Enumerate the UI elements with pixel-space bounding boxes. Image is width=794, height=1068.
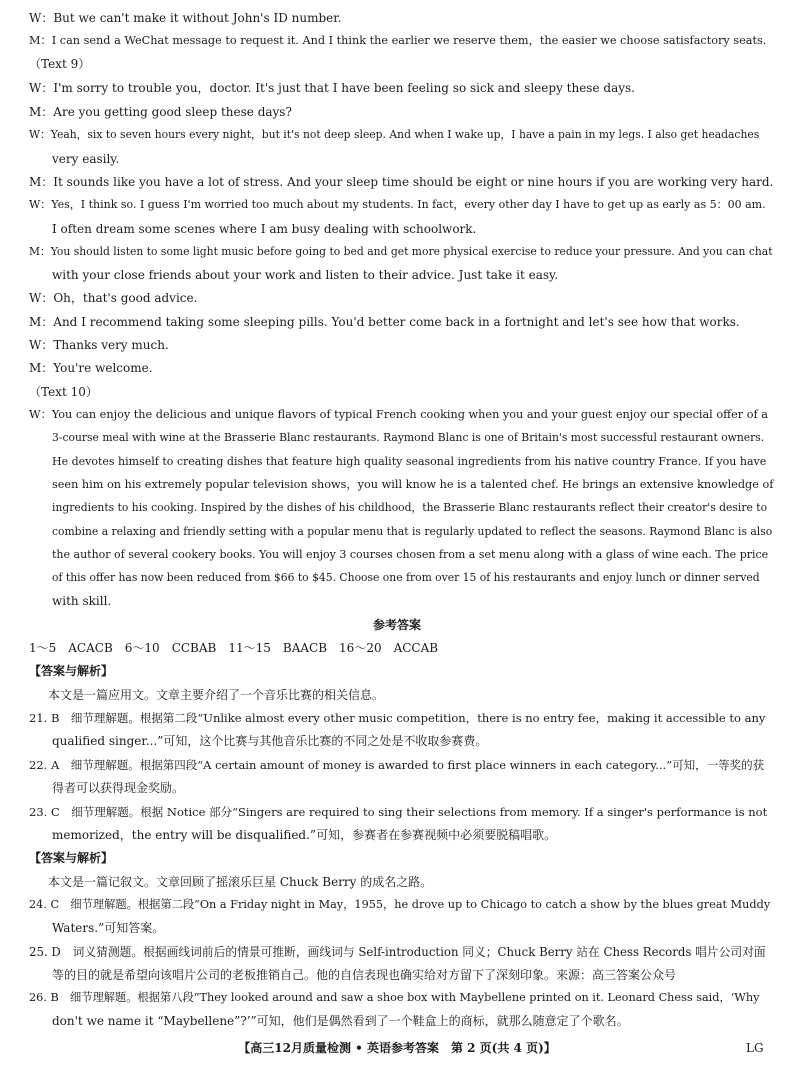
explanation-line: 25. D 词义猜测题。根据画线词前后的情景可推断，画线词与 Self-introduction 同义；Chuck Berry 站在 Chess Records 唱片公司对面 [29,945,766,959]
explanation-line: 22. A 细节理解题。根据第四段“A certain amount of money is awarded to first place winners in each category...”可知，一等奖的获 [29,758,765,772]
footer-code: LG [746,1041,764,1055]
dialogue-line: M：It sounds like you have a lot of stress. And your sleep time should be eight or nine hours if you are working very hard. [29,175,774,189]
monologue-continuation: combine a relaxing and friendly setting with a popular menu that is regularly updated to reflect the seasons. Raymond Blanc is also [52,525,773,538]
monologue-continuation: 3-course meal with wine at the Brasserie Blanc restaurants. Raymond Blanc is one of Britain's most successful restaurant owners. [52,431,765,444]
dialogue-line: W：But we can't make it without John's ID number. [29,11,342,25]
section-heading: 【答案与解析】 [29,664,114,678]
monologue-continuation: He devotes himself to creating dishes that feature high quality seasonal ingredients from his native country France. If you have [52,455,767,468]
explanation-line: 21. B 细节理解题。根据第二段“Unlike almost every other music competition，there is no entry fee，making it accessible to any [29,711,766,725]
explanation-continuation: 得者可以获得现金奖励。 [52,781,185,795]
dialogue-line: W：Yeah，six to seven hours every night，but it's not deep sleep. And when I wake up，I have a pain in my legs. I also get headaches [29,128,760,141]
dialogue-line: M：You're welcome. [29,361,153,375]
dialogue-line: W：Oh，that's good advice. [29,291,198,305]
explanation-continuation: memorized，the entry will be disqualified.”可知，参赛者在参赛视频中必须要脱稿唱歌。 [52,828,557,842]
passage-summary: 本文是一篇记叙文。文章回顾了摇滚乐巨星 Chuck Berry 的成名之路。 [48,875,433,889]
monologue-continuation: of this offer has now been reduced from $66 to $45. Choose one from over 15 of his restaurants and enjoy lunch or dinner served [52,571,760,584]
passage-summary: 本文是一篇应用文。文章主要介绍了一个音乐比赛的相关信息。 [48,688,385,702]
dialogue-line: M：I can send a WeChat message to request it. And I think the earlier we reserve them，the easier we choose satisfactory seats. [29,34,767,47]
dialogue-line: W：Thanks very much. [29,338,169,352]
explanation-line: 26. B 细节理解题。根据第八段“They looked around and saw a shoe box with Maybellene printed on it. Leonard Chess said，‘Why [29,991,760,1004]
monologue-line: W：You can enjoy the delicious and unique flavors of typical French cooking when you and your guest enjoy our special offer of a [29,408,768,421]
explanation-continuation: Waters.”可知答案。 [52,921,165,935]
dialogue-line: W：I'm sorry to trouble you，doctor. It's just that I have been feeling so sick and sleepy these days. [29,81,635,95]
text-heading: （Text 9） [29,57,91,71]
explanation-continuation: qualified singer...”可知，这个比赛与其他音乐比赛的不同之处是不收取参赛费。 [52,734,488,748]
text-heading: （Text 10） [29,385,98,399]
dialogue-line: M：And I recommend taking some sleeping pills. You'd better come back in a fortnight and let's see how that works. [29,315,740,329]
explanation-continuation: don't we name it “Maybellene”?’”可知，他们是偶然看到了一个鞋盒上的商标，就那么随意定了个歌名。 [52,1014,629,1028]
monologue-continuation: with skill. [52,594,112,608]
monologue-continuation: the author of several cookery books. You will enjoy 3 courses chosen from a set menu along with a glass of wine each. The price [52,548,769,561]
page-footer: 【高三12月质量检测 • 英语参考答案 第 2 页(共 4 页)】 [238,1041,556,1055]
section-heading: 【答案与解析】 [29,851,114,865]
dialogue-line: M：You should listen to some light music before going to bed and get more physical exercise to reduce your pressure. And you can chat [29,245,773,258]
dialogue-line: M：Are you getting good sleep these days? [29,105,292,119]
explanation-line: 23. C 细节理解题。根据 Notice 部分“Singers are required to sing their selections from memory. If a singer's performance is not [29,805,768,819]
monologue-continuation: ingredients to his cooking. Inspired by the dishes of his childhood，the Brasserie Blanc restaurants reflect their creator's desire to [52,501,768,514]
explanation-line: 24. C 细节理解题。根据第二段“On a Friday night in May，1955，he drove up to Chicago to catch a show by the blues great Muddy [29,898,771,911]
explanation-continuation: 等的目的就是希望向该唱片公司的老板推销自己。他的自信表现也确实给对方留下了深刻印象。来源：高三答案公众号 [52,968,677,982]
dialogue-continuation: with your close friends about your work and listen to their advice. Just take it easy. [52,268,559,282]
dialogue-continuation: I often dream some scenes where I am busy dealing with schoolwork. [52,222,477,236]
monologue-continuation: seen him on his extremely popular television shows，you will know he is a talented chef. He brings an extensive knowledge of [52,478,774,491]
dialogue-line: W：Yes，I think so. I guess I'm worried too much about my students. In fact，every other day I have to get up as early as 5：00 am. [29,198,766,211]
answer-key-title: 参考答案 [372,618,421,632]
dialogue-continuation: very easily. [52,152,120,166]
answer-list: 1～5 ACACB 6～10 CCBAB 11～15 BAACB 16～20 ACCAB [29,641,439,655]
